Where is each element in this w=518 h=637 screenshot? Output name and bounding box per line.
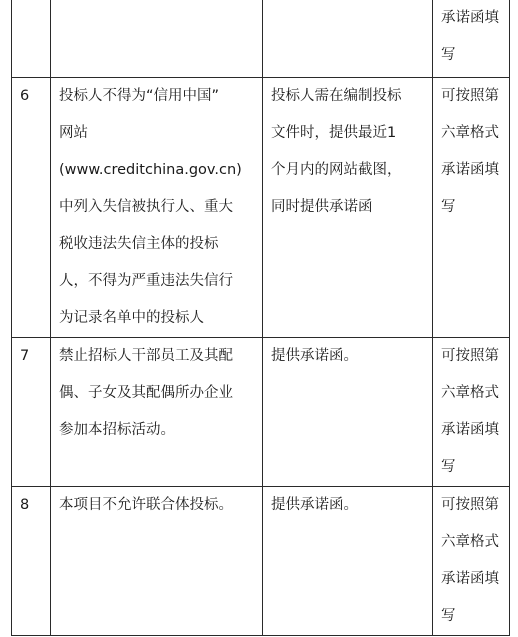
note-line: 可按照第 xyxy=(441,347,499,364)
requirement-cell xyxy=(51,0,263,77)
material-line: 提供承诺函。 xyxy=(271,347,358,364)
row-number-cell xyxy=(12,486,51,635)
requirement-line: 本项目不允许联合体投标。 xyxy=(59,496,233,513)
requirement-line: 人，不得为严重违法失信行 xyxy=(59,272,233,289)
note-line: 承诺函填 xyxy=(441,10,499,26)
requirement-line: 为记录名单中的投标人 xyxy=(59,309,204,326)
material-cell xyxy=(263,486,433,635)
table-row xyxy=(12,77,510,337)
row-number-cell xyxy=(12,77,51,337)
requirement-line: 中列入失信被执行人、重大 xyxy=(59,198,233,215)
material-cell xyxy=(263,77,433,337)
requirement-line: 参加本招标活动。 xyxy=(59,421,175,438)
material-line: 文件时，提供最近1 xyxy=(271,124,397,141)
note-line: 六章格式 xyxy=(441,384,499,401)
row-number: 7 xyxy=(20,347,30,364)
note-line: 写 xyxy=(441,607,456,624)
row-number-cell xyxy=(12,337,51,486)
note-cell xyxy=(433,486,510,635)
note-cell xyxy=(433,0,510,77)
requirements-table xyxy=(11,0,510,636)
requirement-line: 网站 xyxy=(59,124,88,141)
row-number: 6 xyxy=(20,87,30,104)
note-line: 可按照第 xyxy=(441,87,499,104)
material-cell xyxy=(263,337,433,486)
note-line: 写 xyxy=(441,47,456,63)
row-number-cell xyxy=(12,0,51,77)
requirement-line: 税收违法失信主体的投标 xyxy=(59,235,219,252)
table-row xyxy=(12,337,510,486)
note-cell xyxy=(433,337,510,486)
material-line: 提供承诺函。 xyxy=(271,496,358,513)
requirement-cell xyxy=(51,337,263,486)
requirement-line: 偶、子女及其配偶所办企业 xyxy=(59,384,233,401)
note-line: 写 xyxy=(441,458,456,475)
note-cell xyxy=(433,77,510,337)
note-line: 承诺函填 xyxy=(441,570,499,587)
requirement-cell xyxy=(51,486,263,635)
material-line: 个月内的网站截图， xyxy=(271,161,402,178)
row-number: 8 xyxy=(20,496,30,513)
note-line: 承诺函填 xyxy=(441,421,499,438)
material-cell xyxy=(263,0,433,77)
table-row xyxy=(12,0,510,77)
material-line: 投标人需在编制投标 xyxy=(271,87,402,104)
note-line: 可按照第 xyxy=(441,496,499,513)
table-row xyxy=(12,486,510,635)
requirement-line: 投标人不得为“信用中国” xyxy=(59,87,220,104)
requirement-cell xyxy=(51,77,263,337)
requirement-line: (www.creditchina.gov.cn) xyxy=(59,161,242,178)
material-line: 同时提供承诺函 xyxy=(271,198,373,215)
note-line: 承诺函填 xyxy=(441,161,499,178)
note-line: 六章格式 xyxy=(441,124,499,141)
note-line: 写 xyxy=(441,198,456,215)
requirement-line: 禁止招标人干部员工及其配 xyxy=(59,347,233,364)
note-line: 六章格式 xyxy=(441,533,499,550)
